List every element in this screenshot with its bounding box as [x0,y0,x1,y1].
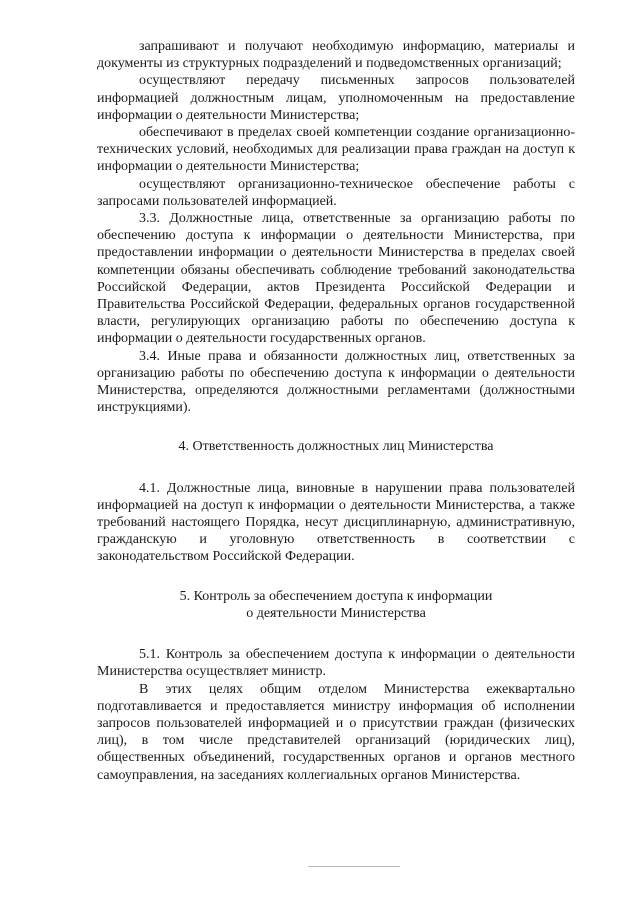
section-5-heading-line-2: о деятельности Министерства [246,605,426,621]
footer-divider [308,866,400,867]
paragraph-3-4: 3.4. Иные права и обязанности должностных лиц, ответственных за организацию работы по обеспечению доступа к информации о деятельности Министерства, определяются должностными регламентами (должностными инструкциями). [97,348,575,416]
document-page [97,38,575,784]
paragraph-3-3: 3.3. Должностные лица, ответственные за организацию работы по обеспечению доступа к информации о деятельности Министерства, при предоставлении информации о деятельности Министерства в пределах своей компетенции обязаны обеспечивать соблюдение требований законодательства Российской Федерации, актов Президента Российской Федерации и Правительства Российской Федерации, федеральных органов государственной власти, регулирующих организацию работы по обеспечению доступа к информации о деятельности государственных органов. [97,211,575,347]
section-5-heading [97,588,575,622]
paragraph-5-reporting: В этих целях общим отделом Министерства ежеквартально подготавливается и предоставляется министру информация об исполнении запросов пользователей информацией и о присутствии граждан (физических лиц), в том числе представителей организаций (юридических лиц), общественных объединений, государственных органов и органов местного самоуправления, на заседаниях коллегиальных органов Министерства. [97,681,575,783]
section-5-heading-line-1: 5. Контроль за обеспечением доступа к информации [179,588,493,604]
paragraph-technical-support: осуществляют организационно-техническое обеспечение работы с запросами пользователей информацией. [97,176,575,209]
paragraph-transfer-requests: осуществляют передачу письменных запросов пользователей информацией должностным лицам, уполномоченным на предоставление информации о деятельности Министерства; [97,73,575,123]
paragraph-4-1: 4.1. Должностные лица, виновные в нарушении права пользователей информацией на доступ к информации о деятельности Министерства, а также требований настоящего Порядка, несут дисциплинарную, административную, гражданскую и уголовную ответственность в соответствии с законодательством Российской Федерации. [97,480,575,565]
paragraph-5-1: 5.1. Контроль за обеспечением доступа к информации о деятельности Министерства осуществляет министр. [97,647,575,680]
paragraph-technical-conditions: обеспечивают в пределах своей компетенции создание организационно-технических условий, необходимых для реализации права граждан на доступ к информации о деятельности Министерства; [97,125,575,175]
section-4-heading: 4. Ответственность должностных лиц Министерства [178,439,494,455]
paragraph-request-materials: запрашивают и получают необходимую информацию, материалы и документы из структурных подразделений и подведомственных организаций; [97,39,575,72]
